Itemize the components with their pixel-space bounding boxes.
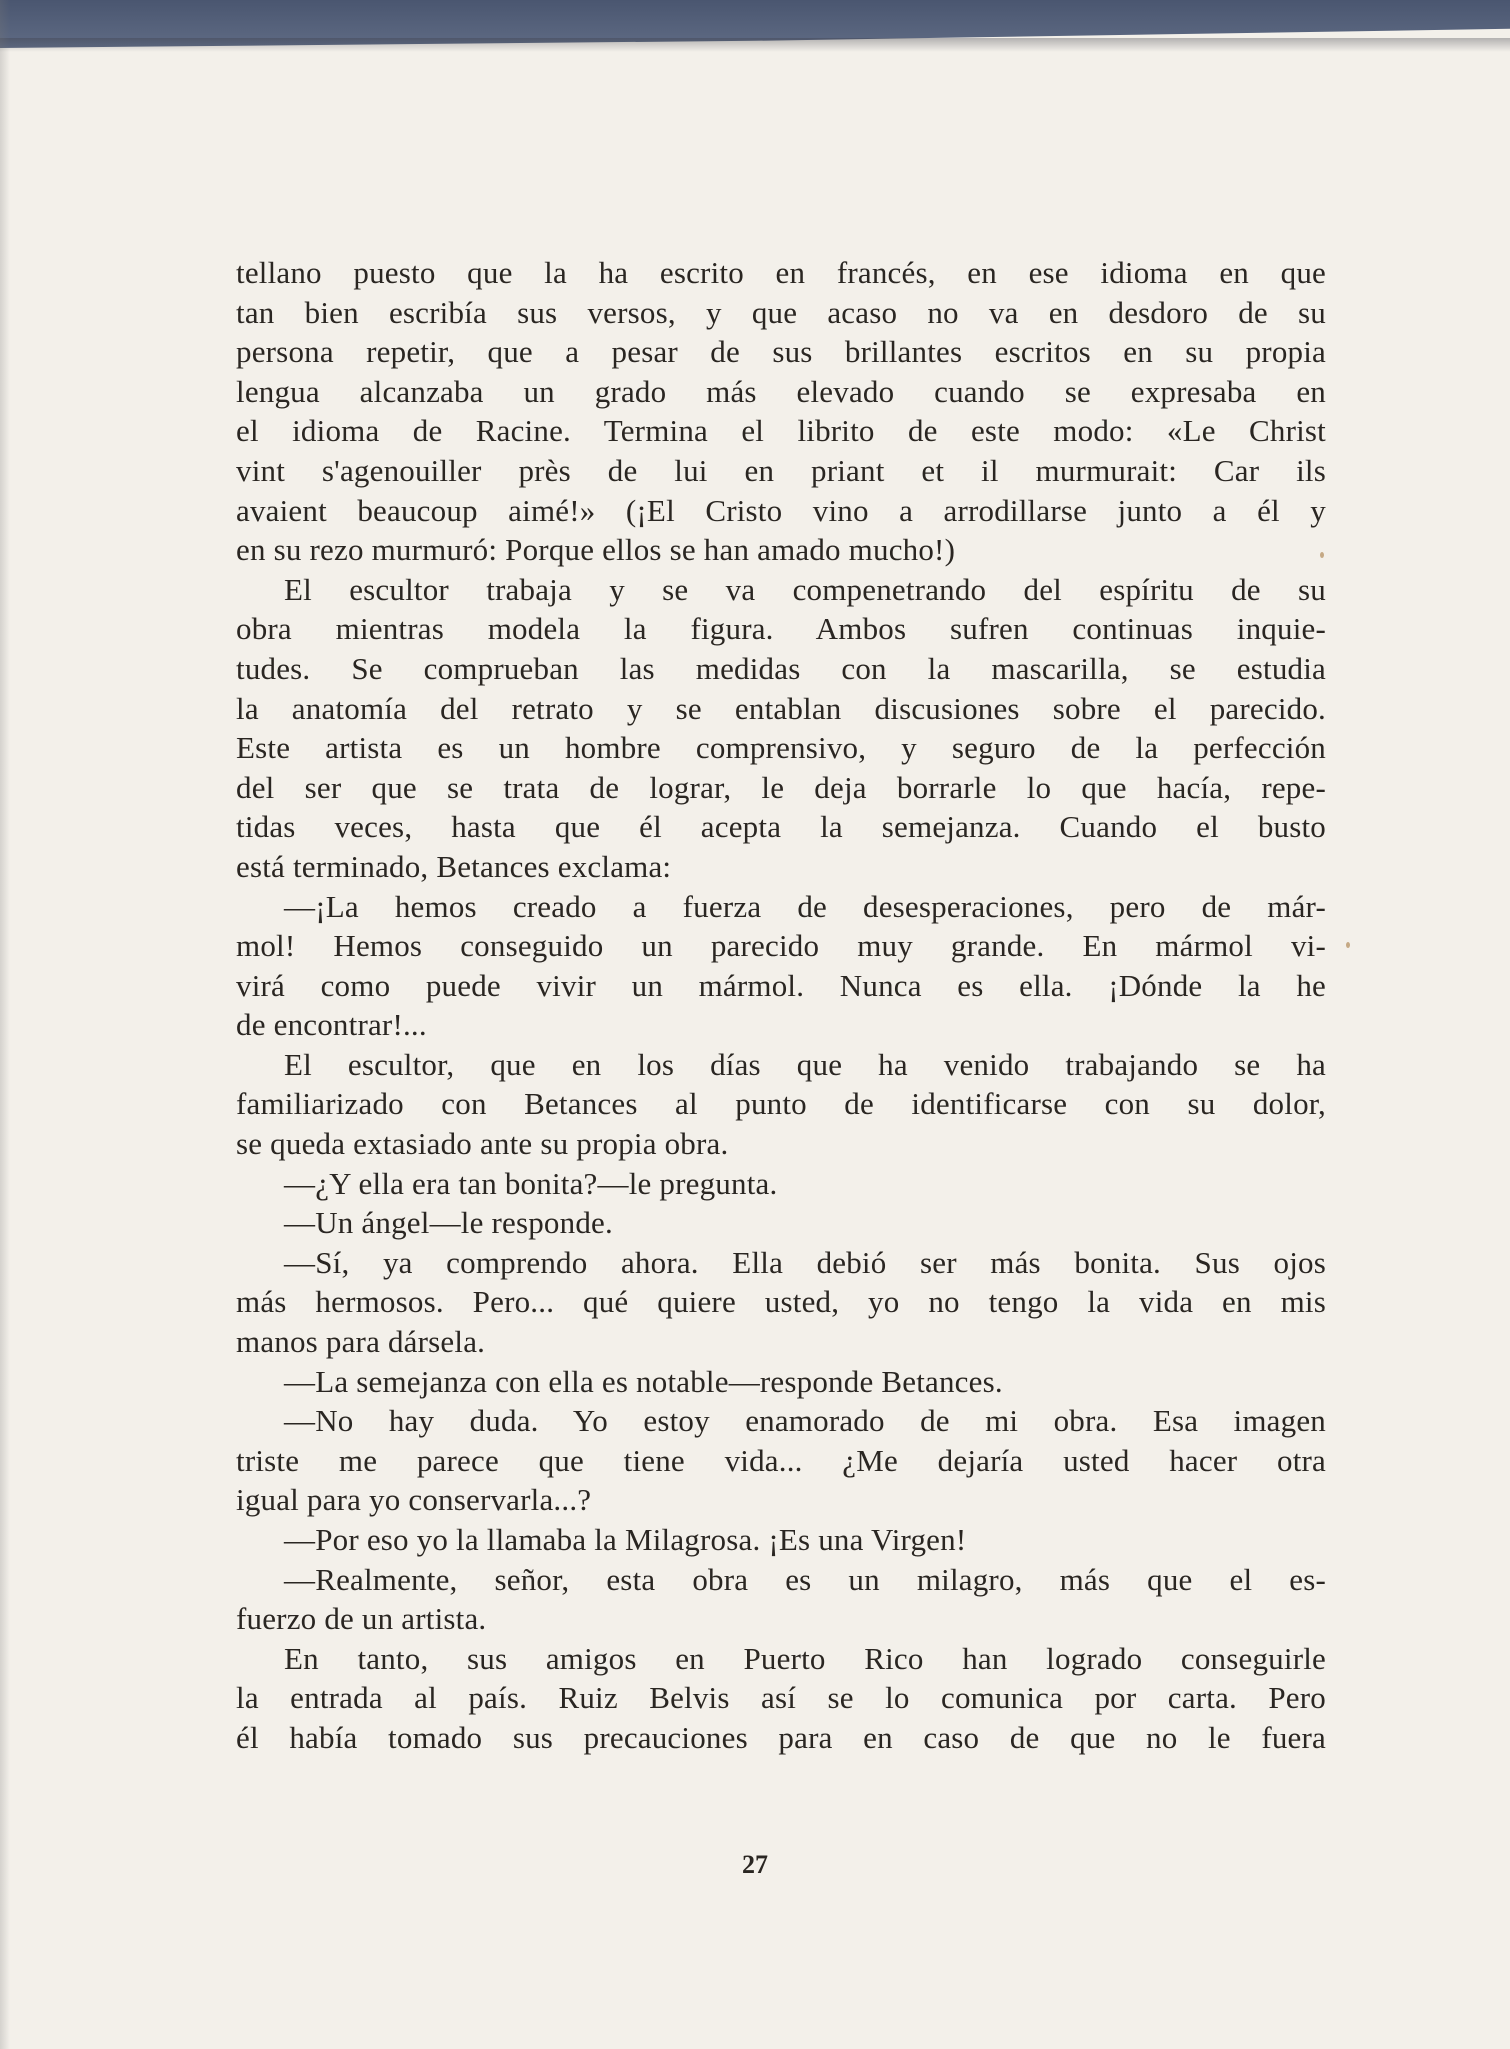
body-text <box>236 253 1326 1758</box>
cover-shadow <box>0 38 1510 52</box>
text-line: mol! Hemos conseguido un parecido muy grande. En mármol vi- <box>236 928 1326 964</box>
text-line: la anatomía del retrato y se entablan discusiones sobre el parecido. <box>236 690 1326 726</box>
paper-speck <box>1320 552 1324 558</box>
text-line: virá como puede vivir un mármol. Nunca es ella. ¡Dónde la he <box>236 967 1326 1003</box>
text-line: tidas veces, hasta que él acepta la semejanza. Cuando el busto <box>236 809 1326 845</box>
text-line: En tanto, sus amigos en Puerto Rico han logrado conseguirle <box>284 1640 1326 1676</box>
text-line: tan bien escribía sus versos, y que acaso no va en desdoro de su <box>236 294 1326 330</box>
text-line: está terminado, Betances exclama: <box>236 848 672 884</box>
page-number: 27 <box>742 1850 768 1879</box>
text-line: avaient beaucoup aimé!» (¡El Cristo vino a arrodillarse junto a él y <box>236 492 1326 528</box>
text-line: —¿Y ella era tan bonita?—le pregunta. <box>284 1165 778 1201</box>
text-line: vint s'agenouiller près de lui en priant et il murmurait: Car ils <box>236 452 1326 488</box>
text-line: lengua alcanzaba un grado más elevado cuando se expresaba en <box>236 373 1326 409</box>
text-line: el idioma de Racine. Termina el librito de este modo: «Le Christ <box>236 413 1326 449</box>
text-line: familiarizado con Betances al punto de identificarse con su dolor, <box>236 1086 1326 1122</box>
text-line: del ser que se trata de lograr, le deja borrarle lo que hacía, repe- <box>236 769 1326 805</box>
text-line: —Por eso yo la llamaba la Milagrosa. ¡Es una Virgen! <box>284 1522 967 1557</box>
text-line: —La semejanza con ella es notable—responde Betances. <box>284 1363 1003 1399</box>
text-line: persona repetir, que a pesar de sus brillantes escritos en su propia <box>236 334 1326 370</box>
text-line: tudes. Se comprueban las medidas con la mascarilla, se estudia <box>236 650 1326 686</box>
text-line: —Un ángel—le responde. <box>284 1205 613 1241</box>
text-line: El escultor, que en los días que ha venido trabajando se ha <box>284 1046 1326 1082</box>
text-line: El escultor trabaja y se va compenetrando del espíritu de su <box>284 571 1326 607</box>
text-line: de encontrar!... <box>236 1007 427 1043</box>
text-line: obra mientras modela la figura. Ambos sufren continuas inquie- <box>236 611 1326 647</box>
text-line: fuerzo de un artista. <box>236 1601 487 1637</box>
text-line: manos para dársela. <box>236 1324 486 1360</box>
text-line: Este artista es un hombre comprensivo, y seguro de la perfección <box>236 730 1326 766</box>
text-line: —Sí, ya comprendo ahora. Ella debió ser más bonita. Sus ojos <box>284 1244 1326 1280</box>
text-line: en su rezo murmuró: Porque ellos se han amado mucho!) <box>236 532 956 568</box>
text-line: —No hay duda. Yo estoy enamorado de mi obra. Esa imagen <box>284 1403 1326 1439</box>
text-line: igual para yo conservarla...? <box>236 1482 592 1518</box>
text-line: —Realmente, señor, esta obra es un milagro, más que el es- <box>284 1561 1326 1597</box>
text-line: más hermosos. Pero... qué quiere usted, yo no tengo la vida en mis <box>236 1284 1326 1320</box>
text-line: él había tomado sus precauciones para en caso de que no le fuera <box>236 1719 1326 1755</box>
page-gutter-shadow <box>0 0 10 2049</box>
text-line: se queda extasiado ante su propia obra. <box>236 1126 729 1162</box>
text-line: —¡La hemos creado a fuerza de desesperaciones, pero de már- <box>284 888 1326 924</box>
text-line: la entrada al país. Ruiz Belvis así se lo comunica por carta. Pero <box>236 1680 1326 1716</box>
text-line: tellano puesto que la ha escrito en francés, en ese idioma en que <box>236 255 1326 290</box>
text-line: triste me parece que tiene vida... ¿Me dejaría usted hacer otra <box>236 1442 1326 1478</box>
paper-speck <box>1346 942 1350 948</box>
